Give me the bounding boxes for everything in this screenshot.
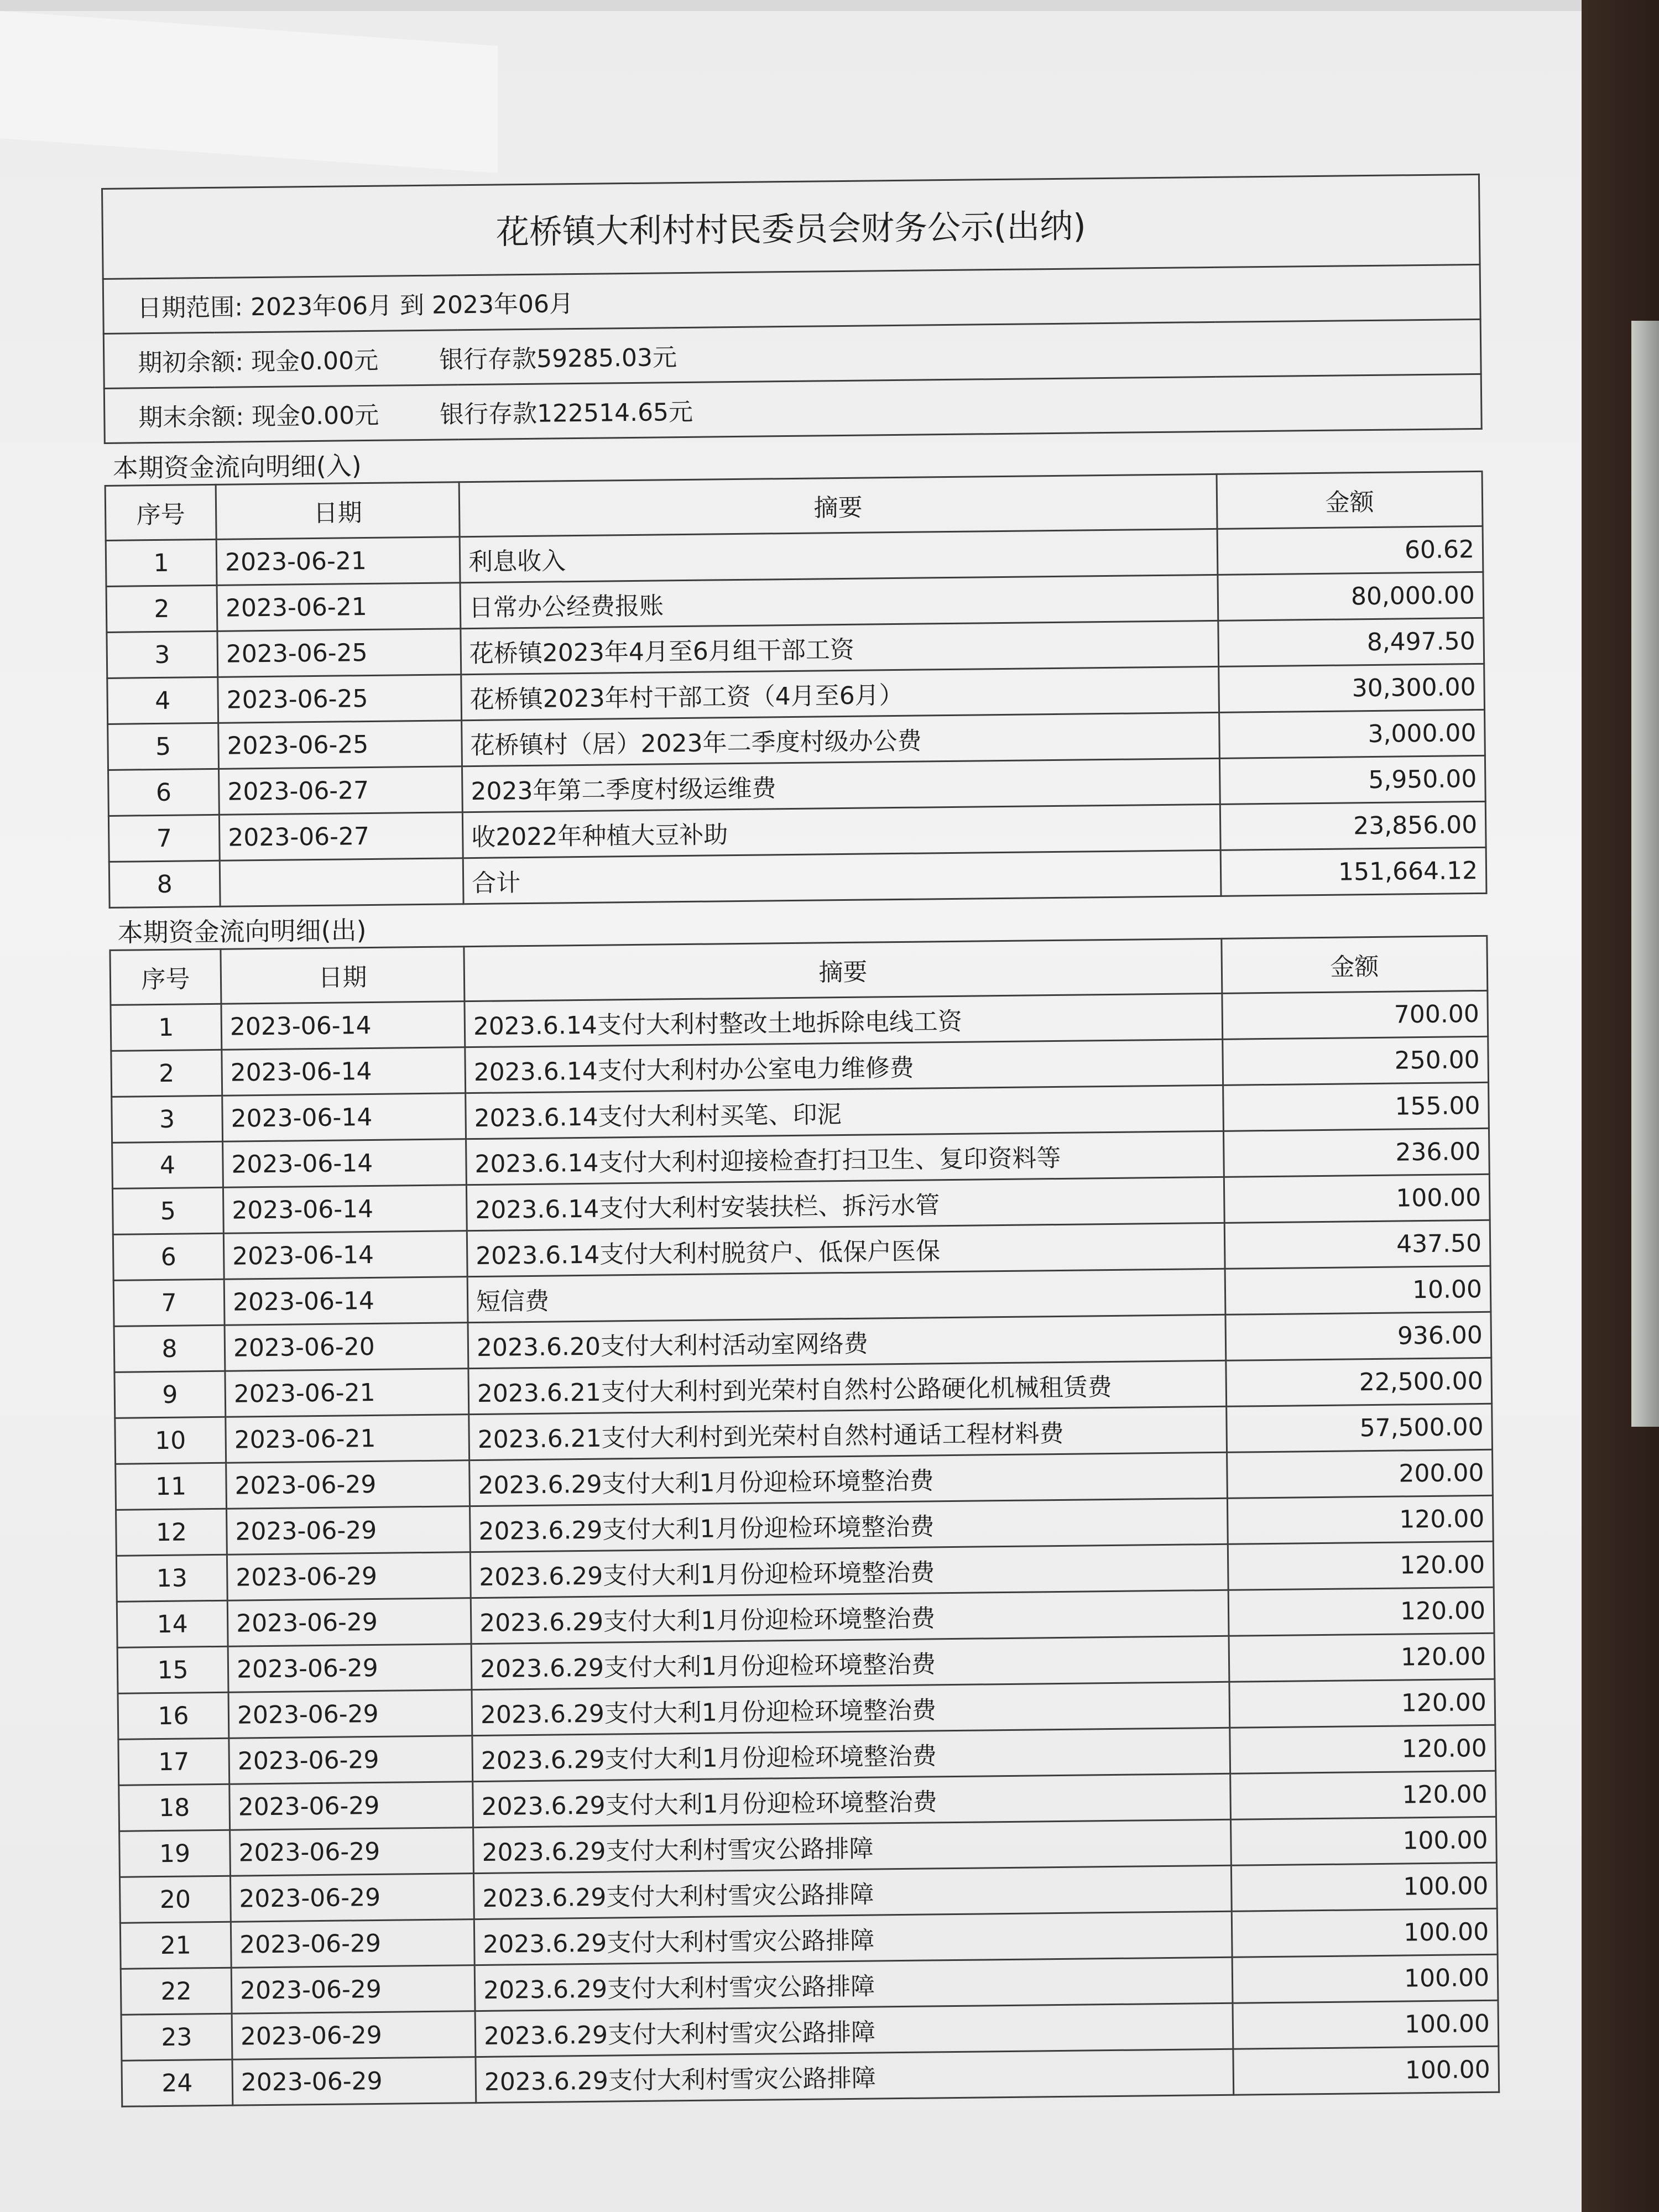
- expense-row-date: 2023-06-21: [226, 1415, 469, 1463]
- expense-row-amount: 100.00: [1231, 1863, 1497, 1911]
- closing-cash: 期末余额: 现金0.00元: [138, 401, 379, 432]
- notice-table: [101, 174, 1500, 2107]
- income-row-amount: 30,300.00: [1219, 664, 1485, 712]
- income-row-date: 2023-06-27: [219, 766, 463, 815]
- income-row-summary: 利息收入: [460, 529, 1218, 582]
- expense-row-date: 2023-06-20: [225, 1323, 468, 1371]
- expense-header-summary: 摘要: [464, 938, 1222, 1001]
- expense-header-amount: 金额: [1222, 936, 1488, 993]
- expense-row-summary: 2023.6.21支付大利村到光荣村自然村公路硬化机械租赁费: [468, 1360, 1227, 1414]
- income-header-amount: 金额: [1217, 471, 1483, 529]
- expense-row-summary: 2023.6.21支付大利村到光荣村自然村通话工程材料费: [469, 1406, 1227, 1460]
- expense-row-amount: 250.00: [1223, 1036, 1489, 1085]
- expense-row-no: 15: [117, 1646, 228, 1693]
- expense-row-amount: 200.00: [1227, 1449, 1493, 1498]
- expense-row-date: 2023-06-29: [230, 1874, 474, 1922]
- expense-row-date: 2023-06-14: [222, 1093, 466, 1142]
- expense-row-date: 2023-06-14: [222, 1047, 466, 1096]
- expense-row-amount: 120.00: [1230, 1771, 1496, 1819]
- expense-row-no: 17: [118, 1738, 229, 1785]
- expense-row-amount: 100.00: [1232, 1908, 1498, 1957]
- expense-row-no: 3: [112, 1095, 223, 1142]
- income-header-date: 日期: [216, 482, 460, 540]
- expense-row-summary: 2023.6.14支付大利村安装扶栏、拆污水管: [466, 1177, 1224, 1230]
- expense-row-summary: 2023.6.29支付大利1月份迎检环境整治费: [470, 1544, 1228, 1598]
- paper-corner: [0, 11, 498, 173]
- date-range: 日期范围: 2023年06月 到 2023年06月: [103, 264, 1480, 333]
- expense-row-date: 2023-06-29: [227, 1552, 471, 1601]
- expense-row-date: 2023-06-29: [227, 1598, 471, 1647]
- expense-row-amount: 155.00: [1223, 1082, 1489, 1131]
- expense-row-date: 2023-06-21: [225, 1369, 469, 1417]
- expense-row-no: 18: [119, 1784, 230, 1831]
- income-row-summary: 花桥镇村（居）2023年二季度村级办公费: [462, 712, 1220, 766]
- expense-row-amount: 57,500.00: [1227, 1404, 1493, 1452]
- income-row-no: 1: [106, 539, 217, 586]
- expense-row-date: 2023-06-29: [232, 2011, 476, 2060]
- expense-row-date: 2023-06-29: [231, 1919, 474, 1968]
- document-title: 花桥镇大利村村民委员会财务公示(出纳): [102, 174, 1480, 279]
- expense-row-date: 2023-06-29: [228, 1690, 472, 1739]
- expense-row-summary: 2023.6.29支付大利1月份迎检环境整治费: [472, 1728, 1230, 1781]
- income-row-no: 4: [107, 677, 218, 724]
- expense-row-date: 2023-06-29: [229, 1736, 473, 1785]
- income-row-date: 2023-06-25: [218, 675, 462, 723]
- expense-row-no: 23: [121, 2013, 232, 2060]
- expense-row-summary: 2023.6.29支付大利村雪灾公路排障: [473, 1865, 1232, 1919]
- expense-row-summary: 2023.6.14支付大利村整改土地拆除电线工资: [465, 993, 1223, 1047]
- income-row-amount: 23,856.00: [1220, 801, 1486, 850]
- income-row-date: [220, 858, 463, 907]
- expense-row-no: 13: [116, 1554, 227, 1601]
- expense-row-amount: 100.00: [1232, 1954, 1498, 2003]
- notice-table-body: [102, 174, 1499, 2106]
- expense-row-date: 2023-06-14: [223, 1231, 467, 1280]
- expense-row-date: 2023-06-14: [223, 1139, 467, 1188]
- expense-row-summary: 2023.6.29支付大利1月份迎检环境整治费: [471, 1636, 1229, 1689]
- income-row-summary: 花桥镇2023年4月至6月组干部工资: [461, 620, 1219, 674]
- expense-row-summary: 2023.6.29支付大利村雪灾公路排障: [476, 2049, 1234, 2103]
- expense-row-no: 11: [116, 1463, 227, 1510]
- expense-row-summary: 2023.6.29支付大利村雪灾公路排障: [474, 1911, 1232, 1965]
- income-row-summary: 合计: [463, 850, 1221, 904]
- income-row-amount: 3,000.00: [1219, 709, 1485, 758]
- income-row-date: 2023-06-27: [219, 812, 463, 861]
- expense-row-amount: 100.00: [1233, 2046, 1499, 2095]
- income-row-date: 2023-06-25: [217, 629, 461, 677]
- income-row-no: 8: [109, 860, 220, 907]
- expense-row-summary: 短信费: [467, 1269, 1225, 1322]
- expense-row-no: 16: [118, 1692, 229, 1739]
- income-header-no: 序号: [105, 484, 216, 540]
- expense-row-summary: 2023.6.14支付大利村脱贫户、低保户医保: [467, 1223, 1225, 1276]
- income-row-amount: 80,000.00: [1218, 572, 1484, 620]
- expense-row-amount: 10.00: [1225, 1266, 1491, 1314]
- expense-row-amount: 100.00: [1233, 2000, 1499, 2049]
- title-row: [102, 174, 1480, 279]
- income-row-summary: 收2022年种植大豆补助: [462, 804, 1220, 858]
- expense-row-date: 2023-06-14: [221, 1001, 465, 1050]
- expense-row-date: 2023-06-29: [226, 1460, 470, 1509]
- expense-row-no: 2: [111, 1050, 222, 1097]
- expense-row-no: 20: [119, 1876, 231, 1923]
- income-row-no: 7: [108, 815, 220, 862]
- expense-row-amount: 936.00: [1225, 1312, 1491, 1360]
- expense-row-no: 21: [120, 1922, 231, 1969]
- financial-notice: [101, 174, 1498, 2107]
- expense-row-no: 8: [114, 1325, 225, 1372]
- opening-cash: 期初余额: 现金0.00元: [138, 346, 379, 378]
- expense-row-date: 2023-06-29: [230, 1828, 474, 1876]
- expense-row-amount: 700.00: [1222, 990, 1488, 1039]
- income-row-amount: 5,950.00: [1219, 755, 1485, 804]
- expense-row-summary: 2023.6.14支付大利村办公室电力维修费: [465, 1039, 1223, 1093]
- income-row-summary: 2023年第二季度村级运维费: [462, 758, 1220, 812]
- income-row-amount: 60.62: [1217, 526, 1483, 575]
- expense-row-no: 22: [121, 1968, 232, 2015]
- expense-header-no: 序号: [110, 949, 221, 1005]
- income-row-no: 6: [108, 769, 220, 816]
- expense-row-summary: 2023.6.29支付大利1月份迎检环境整治费: [469, 1452, 1228, 1506]
- income-row-date: 2023-06-21: [216, 537, 460, 586]
- expense-row-amount: 120.00: [1230, 1725, 1496, 1773]
- expense-row-no: 12: [116, 1509, 227, 1556]
- income-row-no: 3: [107, 631, 218, 678]
- expense-row-amount: 120.00: [1229, 1633, 1495, 1682]
- expense-section-label: 本期资金流向明细(出): [109, 893, 1487, 950]
- expense-row-no: 7: [113, 1279, 225, 1326]
- expense-row-no: 4: [112, 1141, 223, 1188]
- income-row-no: 5: [108, 723, 219, 770]
- opening-bank: 银行存款59285.03元: [439, 343, 677, 374]
- income-header-summary: 摘要: [459, 474, 1217, 536]
- expense-row-summary: 2023.6.29支付大利村雪灾公路排障: [475, 2003, 1233, 2057]
- expense-row-no: 19: [119, 1830, 231, 1877]
- expense-row-amount: 100.00: [1231, 1817, 1497, 1865]
- expense-row-no: 1: [111, 1004, 222, 1051]
- income-row-no: 2: [106, 585, 217, 632]
- expense-row-summary: 2023.6.29支付大利村雪灾公路排障: [474, 1957, 1233, 2011]
- income-row-date: 2023-06-21: [217, 583, 461, 632]
- expense-row-summary: 2023.6.29支付大利1月份迎检环境整治费: [469, 1498, 1228, 1552]
- expense-row-date: 2023-06-29: [232, 2057, 476, 2106]
- expense-row-no: 6: [113, 1233, 224, 1280]
- expense-row-amount: 22,500.00: [1226, 1358, 1492, 1406]
- income-row-date: 2023-06-25: [218, 721, 462, 769]
- income-row-amount: 151,664.12: [1220, 847, 1486, 896]
- expense-row-amount: 120.00: [1228, 1587, 1494, 1636]
- expense-row-summary: 2023.6.20支付大利村活动室网络费: [468, 1314, 1226, 1368]
- expense-row-no: 24: [122, 2059, 233, 2106]
- income-section-label: 本期资金流向明细(入): [105, 429, 1482, 486]
- expense-row-no: 5: [112, 1187, 223, 1234]
- expense-row-date: 2023-06-29: [227, 1506, 471, 1555]
- expense-row-amount: 120.00: [1229, 1679, 1495, 1728]
- expense-row-date: 2023-06-29: [228, 1644, 472, 1693]
- expense-row-summary: 2023.6.29支付大利1月份迎检环境整治费: [472, 1682, 1230, 1735]
- expense-row-amount: 120.00: [1228, 1541, 1494, 1590]
- expense-row-amount: 437.50: [1224, 1220, 1490, 1269]
- expense-header-date: 日期: [221, 947, 465, 1004]
- expense-row-date: 2023-06-14: [223, 1185, 467, 1234]
- expense-row-amount: 120.00: [1227, 1495, 1493, 1544]
- expense-row-amount: 236.00: [1223, 1128, 1489, 1177]
- expense-row-summary: 2023.6.29支付大利1月份迎检环境整治费: [471, 1590, 1229, 1644]
- expense-row-summary: 2023.6.29支付大利村雪灾公路排障: [473, 1819, 1232, 1873]
- expense-row-summary: 2023.6.14支付大利村迎接检查打扫卫生、复印资料等: [466, 1131, 1224, 1185]
- expense-row-date: 2023-06-14: [224, 1277, 468, 1326]
- expense-row-no: 9: [114, 1371, 226, 1418]
- income-row-summary: 日常办公经费报账: [460, 575, 1218, 628]
- expense-row-date: 2023-06-29: [231, 1965, 475, 2014]
- closing-bank: 银行存款122514.65元: [439, 398, 693, 429]
- expense-row-summary: 2023.6.14支付大利村买笔、印泥: [466, 1085, 1224, 1139]
- expense-row-no: 10: [115, 1417, 226, 1464]
- income-row-amount: 8,497.50: [1218, 618, 1484, 666]
- expense-row-no: 14: [117, 1600, 228, 1647]
- income-row-summary: 花桥镇2023年村干部工资（4月至6月）: [461, 666, 1219, 720]
- expense-row-amount: 100.00: [1224, 1174, 1490, 1223]
- expense-row-summary: 2023.6.29支付大利1月份迎检环境整治费: [473, 1773, 1231, 1827]
- desk-object: [1631, 321, 1659, 1427]
- expense-row-date: 2023-06-29: [229, 1782, 473, 1830]
